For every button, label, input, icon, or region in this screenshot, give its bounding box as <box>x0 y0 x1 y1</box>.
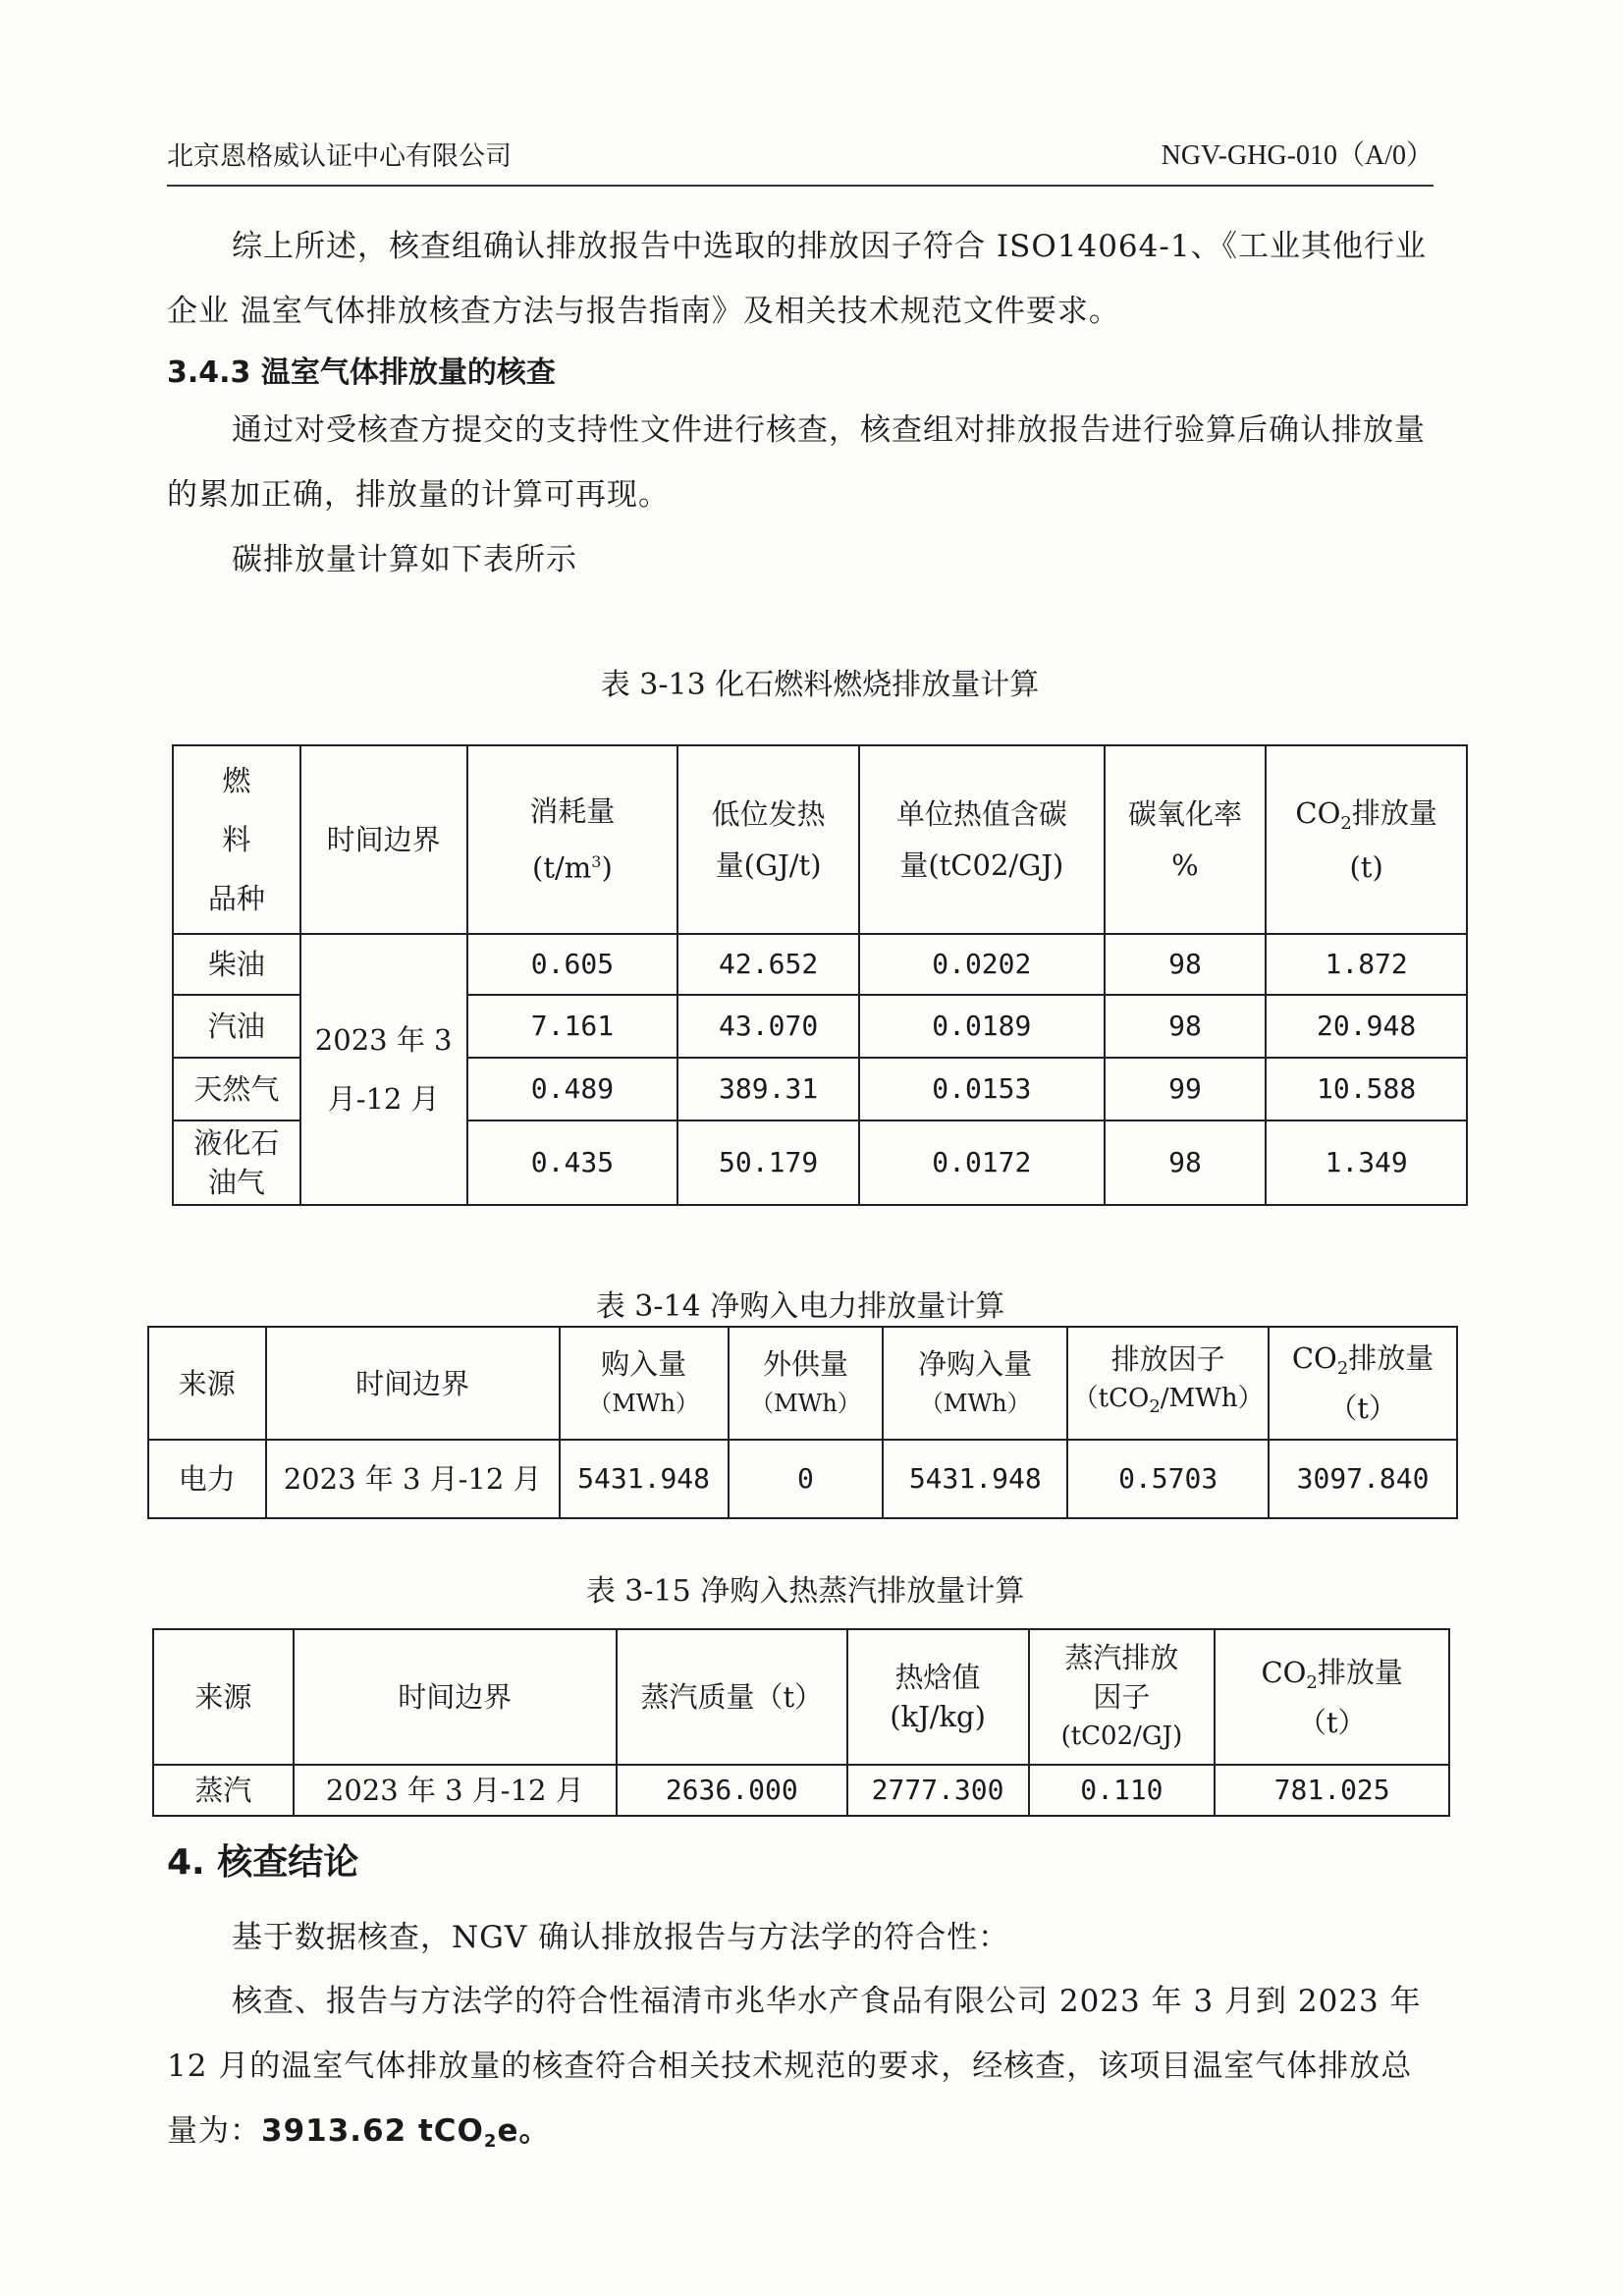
cell-supplied: 0 <box>729 1440 884 1518</box>
cell-carbon: 0.0202 <box>859 934 1105 995</box>
total-emission-suffix: e。 <box>497 2113 551 2149</box>
header-emission-label: 排放量 <box>1351 795 1437 830</box>
header-factor-unit-a: （tCO <box>1072 1384 1150 1413</box>
header-emission-line1 <box>1219 1653 1444 1703</box>
header-period: 时间边界 <box>294 1629 617 1765</box>
table-3-14-caption: 表 3-14 净购入电力排放量计算 <box>595 1289 1005 1324</box>
cell-source: 蒸汽 <box>153 1765 294 1816</box>
cell-oxidation: 98 <box>1105 995 1267 1058</box>
cell-consumption: 0.435 <box>467 1121 678 1205</box>
header-fuel-line2: 料 <box>222 823 251 856</box>
cell-carbon: 0.0189 <box>859 995 1105 1058</box>
header-supplied <box>729 1327 884 1440</box>
header-emission <box>1266 745 1467 934</box>
header-emission <box>1215 1629 1449 1765</box>
total-emission-value: 3913.62 tCO <box>261 2113 484 2149</box>
period-text: 2023 年 3 月-12 月 <box>314 1023 453 1116</box>
table-electricity <box>147 1326 1458 1519</box>
header-mass: 蒸汽质量（t） <box>617 1629 847 1765</box>
header-emission-line1 <box>1273 1339 1452 1389</box>
cell-fuel: 汽油 <box>173 995 300 1058</box>
cell-emission: 781.025 <box>1215 1765 1449 1816</box>
header-fuel-line3: 品种 <box>207 882 265 915</box>
table-steam <box>152 1628 1450 1817</box>
cell-oxidation: 98 <box>1105 934 1267 995</box>
total-emission-sub: 2 <box>483 2131 498 2152</box>
cell-fuel: 天然气 <box>173 1058 300 1121</box>
header-ncv-line1: 低位发热 <box>711 797 826 831</box>
header-emission-line1 <box>1271 792 1462 846</box>
header-enthalpy-line2: (kJ/kg) <box>890 1700 986 1733</box>
cell-oxidation: 99 <box>1105 1058 1267 1121</box>
header-co2-sub: 2 <box>1306 1671 1318 1693</box>
paragraph-conclusion-factors: 综上所述，核查组确认排放报告中选取的排放因子符合 ISO14064-1、《工业其他行业企业 温室气体排放核查方法与报告指南》及相关技术规范文件要求。 <box>167 229 1428 329</box>
header-carbon-line1: 单位热值含碳 <box>895 797 1067 831</box>
header-emission-label: 排放量 <box>1317 1655 1403 1689</box>
header-factor-unit-b: /MWh） <box>1160 1384 1264 1413</box>
final-conclusion-text: 核查、报告与方法学的符合性福清市兆华水产食品有限公司 2023 年 3 月到 2023 年 12 月的温室气体排放量的核查符合相关技术规范的要求，经核查，该项目温室气体排放总量为： <box>167 1984 1422 2149</box>
header-source: 来源 <box>153 1629 294 1765</box>
table-header-row <box>153 1629 1449 1765</box>
cell-ncv: 42.652 <box>677 934 859 995</box>
header-oxidation-rate <box>1105 745 1267 934</box>
cell-consumption: 7.161 <box>467 995 678 1058</box>
header-enthalpy-line1: 热焓值 <box>894 1661 981 1694</box>
page-header <box>167 134 1434 187</box>
header-period: 时间边界 <box>266 1327 560 1440</box>
header-co2-sub: 2 <box>1340 812 1352 834</box>
table-3-15-caption: 表 3-15 净购入热蒸汽排放量计算 <box>585 1574 1025 1609</box>
cell-purchased: 5431.948 <box>560 1440 729 1518</box>
cell-emission: 1.872 <box>1266 934 1467 995</box>
cell-mass: 2636.000 <box>617 1765 847 1816</box>
table-row <box>153 1765 1449 1816</box>
header-co2-sub: 2 <box>1336 1358 1349 1379</box>
header-enthalpy <box>847 1629 1029 1765</box>
header-factor-sub: 2 <box>1149 1396 1161 1417</box>
header-supplied-line2: （MWh） <box>750 1389 861 1417</box>
cell-factor: 0.5703 <box>1067 1440 1269 1518</box>
paragraph-verification: 通过对受核查方提交的支持性文件进行核查，核查组对排放报告进行验算后确认排放量的累加正确，排放量的计算可再现。 <box>167 412 1426 513</box>
cell-factor: 0.110 <box>1029 1765 1216 1816</box>
header-consumption-line2: $(t/m^3)$ <box>532 850 613 885</box>
header-fuel <box>173 745 300 934</box>
header-factor-line3: (tC02/GJ) <box>1060 1722 1183 1751</box>
header-emission-unit: （t） <box>1297 1705 1367 1739</box>
header-purchased-line2: （MWh） <box>588 1389 699 1417</box>
header-factor <box>1029 1629 1216 1765</box>
table-fossil-fuel <box>172 744 1468 1206</box>
cell-carbon: 0.0172 <box>859 1121 1105 1205</box>
header-doc-code: NGV-GHG-010（A/0） <box>1161 140 1434 171</box>
total-emission <box>261 2113 551 2152</box>
header-factor-line2 <box>1072 1379 1264 1427</box>
header-emission-unit: (t) <box>1349 849 1383 884</box>
header-fuel-line1: 燃 <box>222 764 251 797</box>
cell-fuel-line2: 油气 <box>207 1166 265 1199</box>
header-net-line1: 净购入量 <box>918 1346 1033 1381</box>
cell-emission: 20.948 <box>1266 995 1467 1058</box>
header-ncv <box>677 745 859 934</box>
table-header-row <box>148 1327 1457 1440</box>
header-period: 时间边界 <box>300 745 467 934</box>
header-net <box>883 1327 1067 1440</box>
table-row <box>173 934 1467 995</box>
section-heading-3-4-3: 3.4.3 温室气体排放量的核查 <box>167 355 556 390</box>
header-factor <box>1067 1327 1269 1440</box>
table-3-13-caption: 表 3-13 化石燃料燃烧排放量计算 <box>600 668 1040 702</box>
header-consumption-unit: (t/m <box>532 850 592 885</box>
header-carbon-line2: 量(tC02/GJ) <box>899 848 1064 882</box>
cell-fuel <box>173 1121 300 1205</box>
cell-emission: 3097.840 <box>1269 1440 1457 1518</box>
header-factor-line1: 蒸汽排放 <box>1064 1641 1179 1674</box>
header-carbon-content <box>859 745 1105 934</box>
cell-fuel-line1: 液化石 <box>193 1126 280 1160</box>
header-company: 北京恩格威认证中心有限公司 <box>167 141 512 172</box>
header-emission <box>1269 1327 1457 1440</box>
paragraph-ngv-confirm: 基于数据核查，NGV 确认排放报告与方法学的符合性： <box>232 1920 1010 1955</box>
cell-net: 5431.948 <box>883 1440 1067 1518</box>
header-consumption-line1: 消耗量 <box>529 794 616 829</box>
paragraph-final-conclusion <box>167 1969 1438 2174</box>
table-row <box>148 1440 1457 1518</box>
cell-period <box>300 934 467 1205</box>
header-purchased <box>560 1327 729 1440</box>
header-net-line2: （MWh） <box>919 1389 1031 1417</box>
cell-period: 2023 年 3 月-12 月 <box>266 1440 560 1518</box>
table-header-row <box>173 745 1467 934</box>
header-source: 来源 <box>148 1327 266 1440</box>
paragraph-table-intro: 碳排放量计算如下表所示 <box>232 542 577 577</box>
cell-enthalpy: 2777.300 <box>847 1765 1029 1816</box>
cell-emission: 1.349 <box>1266 1121 1467 1205</box>
header-purchased-line1: 购入量 <box>601 1346 687 1381</box>
cell-emission: 10.588 <box>1266 1058 1467 1121</box>
cell-consumption: 0.605 <box>467 934 678 995</box>
cell-oxidation: 98 <box>1105 1121 1267 1205</box>
header-oxidation-line1: 碳氧化率 <box>1127 797 1242 831</box>
header-oxidation-line2: % <box>1171 848 1199 882</box>
cell-source: 电力 <box>148 1440 266 1518</box>
header-ncv-line2: 量(GJ/t) <box>715 848 822 882</box>
cell-consumption: 0.489 <box>467 1058 678 1121</box>
cell-ncv: 389.31 <box>677 1058 859 1121</box>
cell-ncv: 43.070 <box>677 995 859 1058</box>
header-supplied-line1: 外供量 <box>762 1346 848 1381</box>
header-co2: CO <box>1261 1655 1307 1689</box>
header-consumption-sup: 3 <box>591 852 602 872</box>
header-co2: CO <box>1291 1341 1337 1375</box>
header-factor-line2: 因子 <box>1093 1680 1151 1714</box>
header-factor-line1: 排放因子 <box>1110 1342 1225 1376</box>
header-consumption <box>467 745 678 934</box>
section-heading-4: 4. 核查结论 <box>167 1842 359 1883</box>
header-emission-unit: （t） <box>1328 1392 1397 1425</box>
header-co2: CO <box>1295 795 1341 830</box>
cell-carbon: 0.0153 <box>859 1058 1105 1121</box>
cell-ncv: 50.179 <box>677 1121 859 1205</box>
header-emission-label: 排放量 <box>1348 1341 1434 1375</box>
cell-fuel: 柴油 <box>173 934 300 995</box>
cell-period: 2023 年 3 月-12 月 <box>294 1765 617 1816</box>
